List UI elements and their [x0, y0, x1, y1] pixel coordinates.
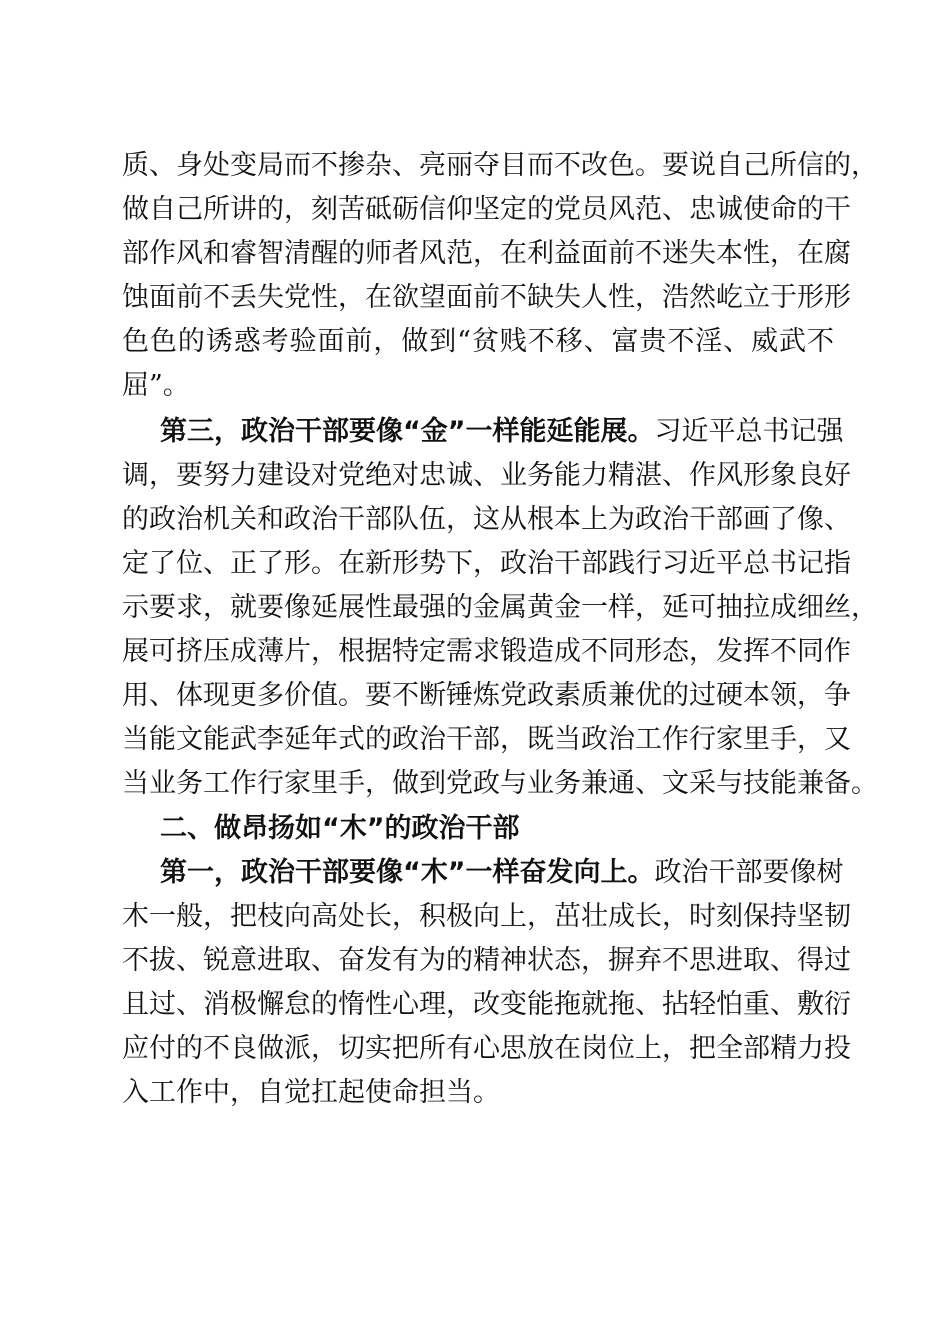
- paragraph3-lead: 第一，政治干部要像“木”一样奋发向上。: [160, 857, 655, 888]
- paragraph2-line-9: 当业务工作行家里手，做到党政与业务兼通、文采与技能兼备。: [122, 768, 878, 799]
- paragraph3-line-5: 应付的不良做派，切实把所有心思放在岗位上，把全部精力投: [122, 1033, 851, 1064]
- paragraph2-line-2: 调，要努力建设对党绝对忠诚、业务能力精湛、作风形象良好: [122, 460, 851, 491]
- paragraph2-line-5: 示要求，就要像延展性最强的金属黄金一样，延可抽拉成细丝，: [122, 592, 878, 623]
- paragraph2-lead: 第三，政治干部要像“金”一样能延能展。: [160, 416, 655, 447]
- paragraph3-line-2: 木一般，把枝向高处长，积极向上，茁壮成长，时刻保持坚韧: [122, 901, 851, 932]
- paragraph2-line-8: 当能文能武李延年式的政治干部，既当政治工作行家里手，又: [122, 724, 851, 755]
- paragraph2-line-7: 用、体现更多价值。要不断锤炼党政素质兼优的过硬本领，争: [122, 680, 851, 711]
- paragraph2-line-6: 展可挤压成薄片，根据特定需求锻造成不同形态，发挥不同作: [122, 636, 851, 667]
- paragraph1-line-3: 部作风和睿智清醒的师者风范，在利益面前不迷失本性，在腐: [122, 238, 851, 269]
- paragraph1-line-4: 蚀面前不丢失党性，在欲望面前不缺失人性，浩然屹立于形形: [122, 282, 851, 313]
- paragraph1-line-5: 色色的诱惑考验面前，做到“贫贱不移、富贵不淫、威武不: [122, 326, 834, 357]
- paragraph1-line-6: 屈”。: [122, 370, 190, 401]
- paragraph3-line-6: 入工作中，自觉扛起使命担当。: [122, 1077, 500, 1108]
- paragraph2-lead-rest: 习近平总书记强: [654, 416, 844, 447]
- section-heading: 二、做昂扬如“木”的政治干部: [160, 813, 520, 844]
- paragraph1-line-1: 质、身处变局而不掺杂、亮丽夺目而不改色。要说自己所信的，: [122, 150, 878, 181]
- paragraph3-lead-rest: 政治干部要像树: [654, 857, 844, 888]
- paragraph2-first-line: [160, 409, 844, 455]
- paragraph3-first-line: [160, 850, 844, 896]
- paragraph3-line-4: 且过、消极懈怠的惰性心理，改变能拖就拖、拈轻怕重、敷衍: [122, 989, 851, 1020]
- paragraph2-line-4: 定了位、正了形。在新形势下，政治干部践行习近平总书记指: [122, 548, 851, 579]
- paragraph2-line-3: 的政治机关和政治干部队伍，这从根本上为政治干部画了像、: [122, 504, 851, 535]
- paragraph1-line-2: 做自己所讲的，刻苦砥砺信仰坚定的党员风范、忠诚使命的干: [122, 194, 851, 225]
- paragraph3-line-3: 不拔、锐意进取、奋发有为的精神状态，摒弃不思进取、得过: [122, 945, 851, 976]
